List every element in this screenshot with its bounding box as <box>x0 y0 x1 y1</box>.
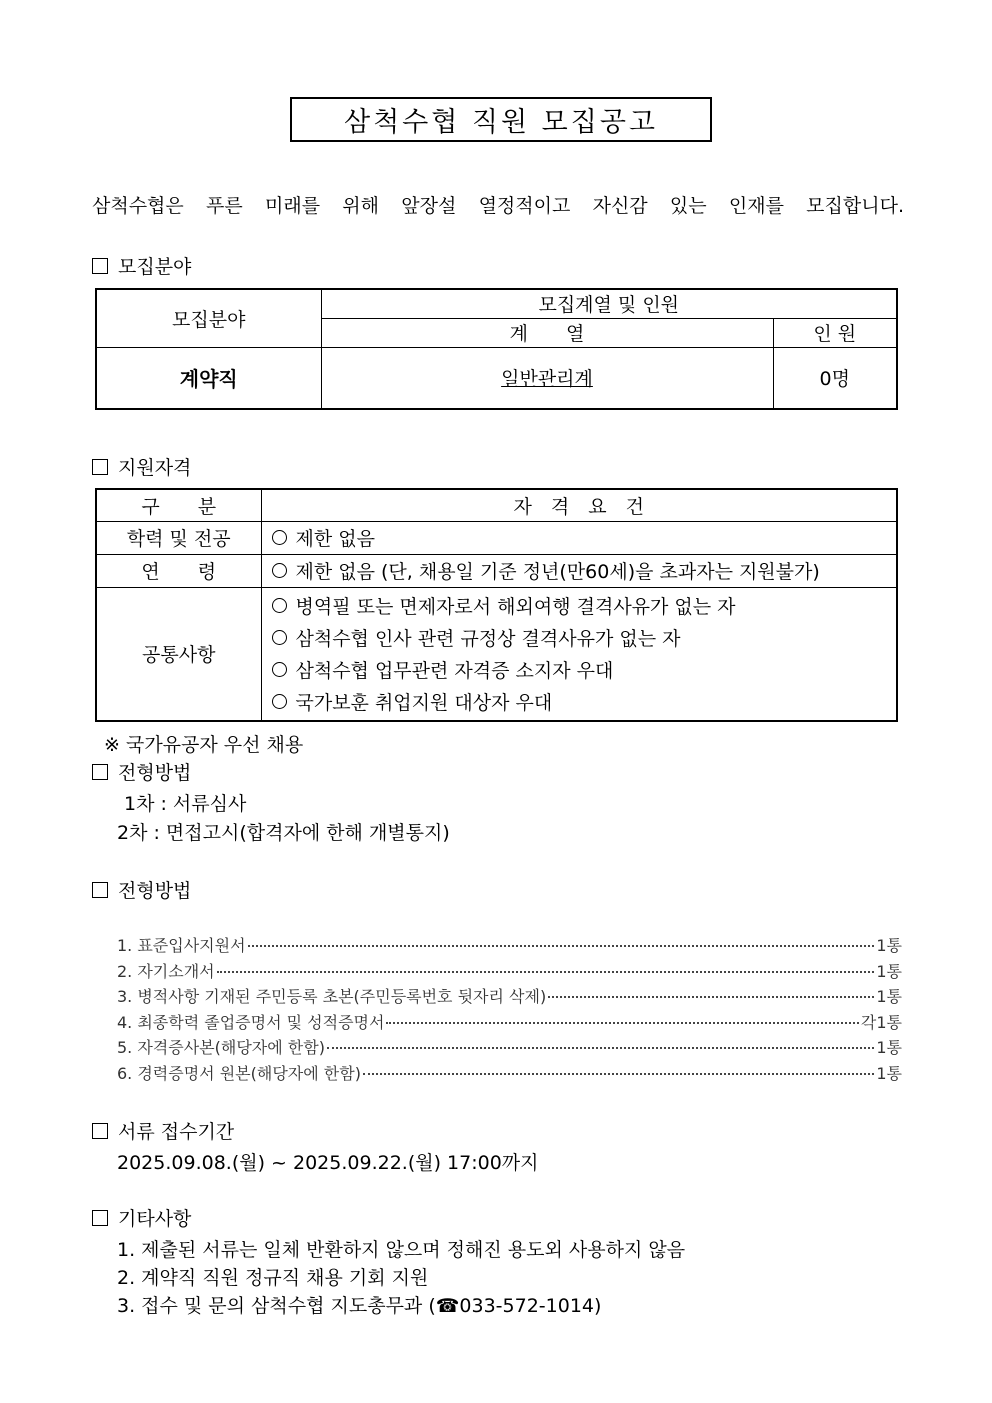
circle-bullet-icon <box>272 530 287 545</box>
section-title: 전형방법 <box>118 762 192 784</box>
table-row <box>96 521 897 554</box>
circle-bullet-icon <box>272 694 287 709</box>
checkbox-square-icon <box>92 258 108 274</box>
checkbox-square-icon <box>92 459 108 475</box>
list-item <box>117 984 902 1010</box>
checkbox-square-icon <box>92 1123 108 1139</box>
document-qty: 1통 <box>876 1063 902 1083</box>
table-row <box>96 587 897 721</box>
section-title: 기타사항 <box>118 1208 192 1230</box>
header-field: 모집분야 <box>96 289 321 347</box>
section-heading-field <box>92 252 191 279</box>
section-title: 모집분야 <box>118 256 192 278</box>
section-title: 전형방법 <box>118 880 192 902</box>
header-category: 구 분 <box>96 489 261 521</box>
etc-item: 3. 접수 및 문의 삼척수협 지도총무과 (☎033-572-1014) <box>117 1295 602 1317</box>
document-name: 1. 표준입사지원서 <box>117 936 246 955</box>
requirement-text: 삼척수협 업무관련 자격증 소지자 우대 <box>295 660 614 683</box>
selection-step: 2차 : 면접고시(합격자에 한해 개별통지) <box>117 822 450 844</box>
header-count: 인 원 <box>773 318 897 347</box>
document-name: 4. 최종학력 졸업증명서 및 성적증명서 <box>117 1012 385 1032</box>
row-label: 연 령 <box>96 554 261 587</box>
qualification-table <box>95 488 898 722</box>
requirement-text: 제한 없음 <box>295 528 375 550</box>
checkbox-square-icon <box>92 882 108 898</box>
requirement-text: 제한 없음 (단, 채용일 기준 정년(만60세)을 초과자는 지원불가) <box>295 561 820 583</box>
section-heading-etc <box>92 1204 191 1231</box>
header-group: 모집계열 및 인원 <box>321 289 897 318</box>
circle-bullet-icon <box>272 563 287 578</box>
row-value <box>261 554 897 587</box>
document-qty: 각1통 <box>860 1012 902 1032</box>
cell-series <box>321 347 773 409</box>
section-title: 지원자격 <box>118 457 192 479</box>
document-name: 5. 자격증사본(해당자에 한함) <box>117 1038 325 1058</box>
page-title: 삼척수협 직원 모집공고 <box>290 97 712 142</box>
row-value <box>261 587 897 721</box>
checkbox-square-icon <box>92 1210 108 1226</box>
section-title: 서류 접수기간 <box>118 1121 235 1143</box>
circle-bullet-icon <box>272 662 287 677</box>
document-name: 6. 경력증명서 원본(해당자에 한함) <box>117 1063 361 1083</box>
table-row <box>96 554 897 587</box>
series-text: 일반관리계 <box>501 368 593 391</box>
circle-bullet-icon <box>272 598 287 613</box>
requirement-text: 삼척수협 인사 관련 규정상 결격사유가 없는 자 <box>295 628 681 651</box>
list-item <box>117 1010 902 1036</box>
document-list <box>117 933 902 1087</box>
period-text: 2025.09.08.(월) ~ 2025.09.22.(월) 17:00까지 <box>117 1152 539 1174</box>
list-item <box>117 1061 902 1087</box>
cell-count: 0명 <box>773 347 897 409</box>
requirement-text: 병역필 또는 면제자로서 해외여행 결격사유가 없는 자 <box>295 596 736 619</box>
document-qty: 1통 <box>876 936 902 955</box>
row-label: 학력 및 전공 <box>96 521 261 554</box>
circle-bullet-icon <box>272 630 287 645</box>
document-name: 2. 자기소개서 <box>117 961 215 981</box>
row-label: 공통사항 <box>96 587 261 721</box>
list-item <box>117 959 902 985</box>
section-heading-documents <box>92 876 191 903</box>
section-heading-period <box>92 1117 234 1144</box>
section-heading-selection <box>92 758 191 785</box>
selection-step: 1차 : 서류심사 <box>124 793 247 815</box>
document-name: 3. 병적사항 기재된 주민등록 초본(주민등록번호 뒷자리 삭제) <box>117 987 547 1007</box>
recruit-table <box>95 288 898 410</box>
requirement-text: 국가보훈 취업지원 대상자 우대 <box>295 692 553 715</box>
list-item <box>117 933 902 959</box>
header-requirement: 자 격 요 건 <box>261 489 897 521</box>
document-qty: 1통 <box>876 1038 902 1058</box>
etc-item: 2. 계약직 직원 정규직 채용 기회 지원 <box>117 1267 429 1289</box>
table-row <box>96 347 897 409</box>
row-value <box>261 521 897 554</box>
intro-text: 삼척수협은 푸른 미래를 위해 앞장설 열정적이고 자신감 있는 인재를 모집합니다. <box>92 195 904 217</box>
list-item <box>117 1035 902 1061</box>
note-text: ※ 국가유공자 우선 채용 <box>104 734 304 756</box>
header-series: 계 열 <box>321 318 773 347</box>
document-qty: 1통 <box>876 961 902 981</box>
document-qty: 1통 <box>876 987 902 1007</box>
checkbox-square-icon <box>92 764 108 780</box>
section-heading-qualification <box>92 453 191 480</box>
cell-field: 계약직 <box>96 347 321 409</box>
etc-item: 1. 제출된 서류는 일체 반환하지 않으며 정해진 용도외 사용하지 않음 <box>117 1239 686 1261</box>
